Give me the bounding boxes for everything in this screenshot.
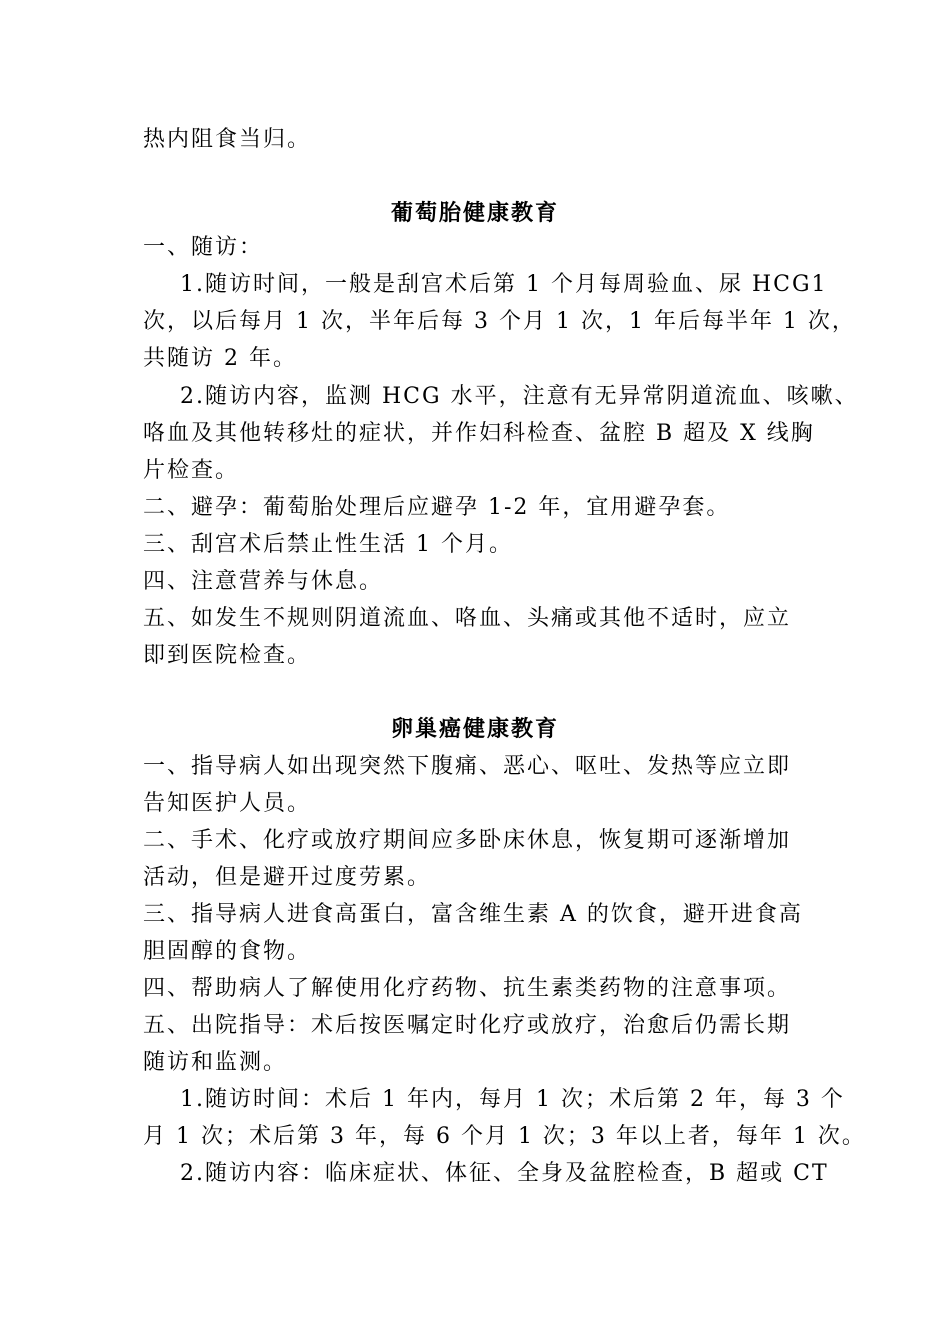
paragraph-line: 共随访 2 年。 bbox=[143, 346, 297, 371]
paragraph-line: 活动，但是避开过度劳累。 bbox=[143, 865, 432, 890]
paragraph-line: 四、注意营养与休息。 bbox=[143, 569, 384, 594]
paragraph-line: 告知医护人员。 bbox=[143, 791, 312, 816]
paragraph-line: 即到医院检查。 bbox=[143, 643, 312, 668]
paragraph-line: 1.随访时间，一般是刮宫术后第 1 个月每周验血、尿 HCG1 bbox=[180, 272, 828, 297]
section-title-ovarian-cancer: 卵巢癌健康教育 bbox=[390, 716, 559, 742]
paragraph-line: 四、帮助病人了解使用化疗药物、抗生素类药物的注意事项。 bbox=[143, 976, 792, 1001]
paragraph-line: 2.随访内容，监测 HCG 水平，注意有无异常阴道流血、咳嗽、 bbox=[180, 384, 859, 409]
section-title-hydatidiform-mole: 葡萄胎健康教育 bbox=[390, 200, 559, 226]
paragraph-line: 2.随访内容：临床症状、体征、全身及盆腔检查，B 超或 CT bbox=[180, 1161, 829, 1186]
paragraph-line: 胆固醇的食物。 bbox=[143, 939, 312, 964]
paragraph-line: 随访和监测。 bbox=[143, 1050, 288, 1075]
paragraph-line: 1.随访时间：术后 1 年内，每月 1 次；术后第 2 年，每 3 个 bbox=[180, 1087, 845, 1112]
paragraph-line: 咯血及其他转移灶的症状，并作妇科检查、盆腔 B 超及 X 线胸 bbox=[143, 421, 815, 446]
paragraph-line: 二、手术、化疗或放疗期间应多卧床休息，恢复期可逐渐增加 bbox=[143, 828, 792, 853]
paragraph-line: 次，以后每月 1 次，半年后每 3 个月 1 次，1 年后每半年 1 次， bbox=[143, 309, 856, 334]
paragraph-line: 五、出院指导：术后按医嘱定时化疗或放疗，治愈后仍需长期 bbox=[143, 1013, 792, 1038]
paragraph-line: 三、刮宫术后禁止性生活 1 个月。 bbox=[143, 532, 513, 557]
paragraph-line: 三、指导病人进食高蛋白，富含维生素 A 的饮食，避开进食高 bbox=[143, 902, 803, 927]
paragraph-line: 热内阻食当归。 bbox=[143, 127, 312, 152]
paragraph-line: 一、随访： bbox=[143, 235, 264, 260]
paragraph-line: 一、指导病人如出现突然下腹痛、恶心、呕吐、发热等应立即 bbox=[143, 754, 792, 779]
paragraph-line: 五、如发生不规则阴道流血、咯血、头痛或其他不适时，应立 bbox=[143, 606, 792, 631]
paragraph-line: 月 1 次；术后第 3 年，每 6 个月 1 次；3 年以上者，每年 1 次。 bbox=[143, 1124, 866, 1149]
paragraph-line: 二、避孕：葡萄胎处理后应避孕 1-2 年，宜用避孕套。 bbox=[143, 495, 731, 520]
paragraph-line: 片检查。 bbox=[143, 458, 240, 483]
